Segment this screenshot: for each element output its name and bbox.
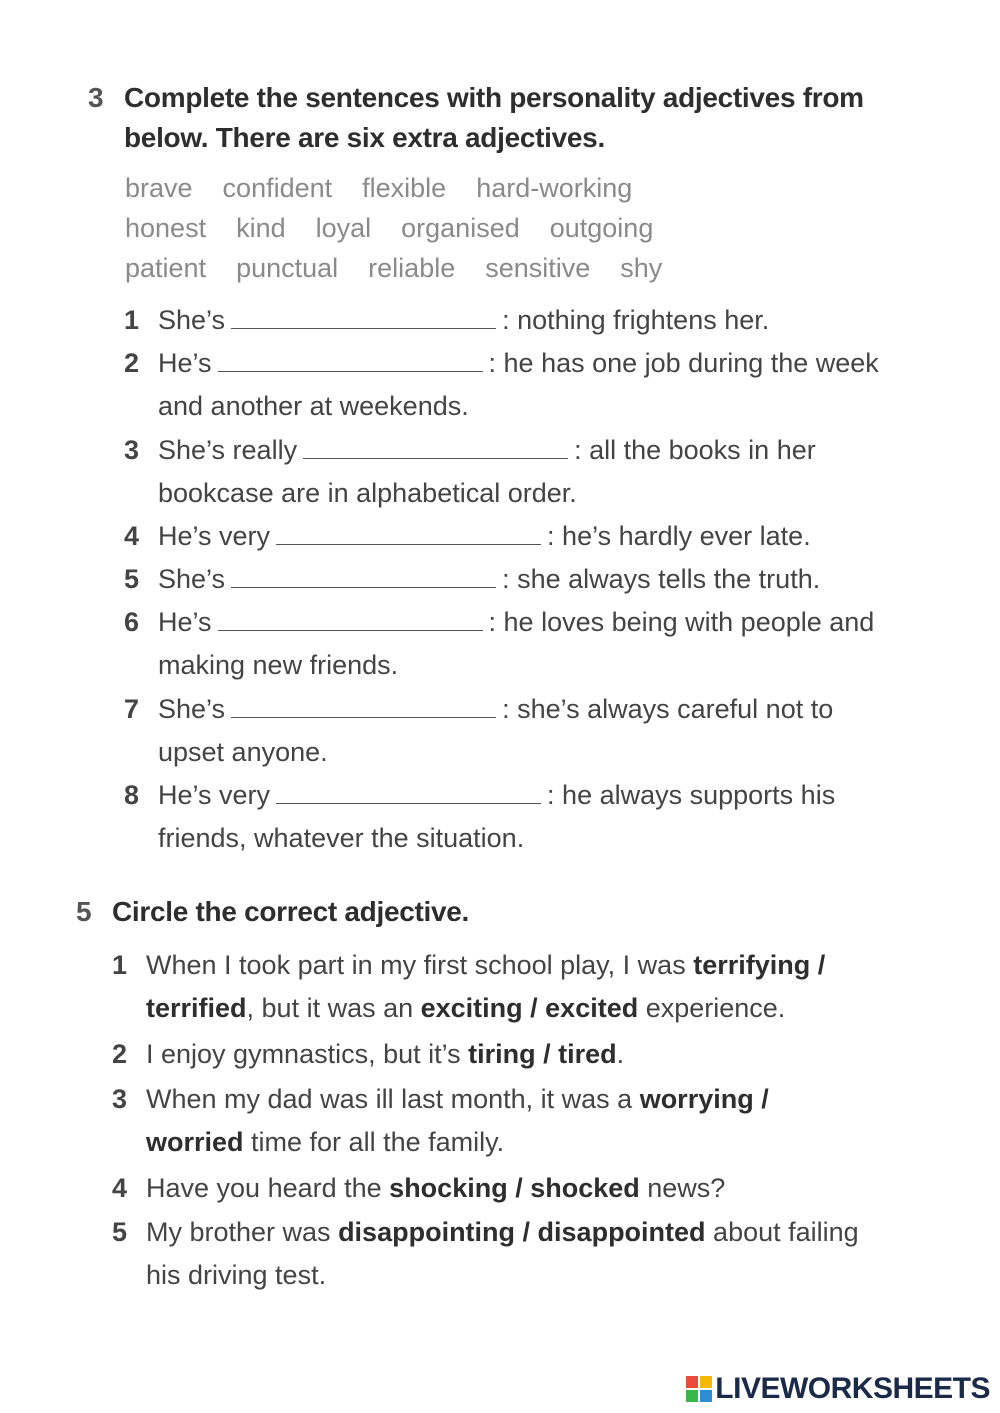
question-fragment: When my dad was ill last month, it was a	[146, 1084, 640, 1114]
sentence-before: He’s very	[158, 521, 271, 551]
sentence-before: He’s	[158, 348, 212, 378]
exercise-3-title	[124, 78, 864, 158]
word-bank-word: patient	[125, 253, 207, 283]
word-bank-word: brave	[125, 173, 193, 203]
sentence-before: He’s	[158, 607, 212, 637]
sentence-number: 2	[124, 348, 140, 378]
answer-blank[interactable]	[276, 520, 541, 545]
sentence-before: She’s	[158, 694, 226, 724]
answer-blank[interactable]	[276, 779, 541, 804]
exercise-3-number: 3	[88, 82, 104, 113]
sentence-number: 6	[124, 607, 140, 637]
question-fragment: When I took part in my first school play, I was	[146, 950, 694, 980]
exercise-5-title: Circle the correct adjective.	[112, 896, 470, 927]
sentence-before: She’s	[158, 564, 226, 594]
sentence-text	[158, 342, 879, 428]
question-fragment: .	[616, 1039, 625, 1069]
answer-blank[interactable]	[218, 606, 483, 631]
answer-blank[interactable]	[231, 563, 496, 588]
question-fragment: Have you heard the	[146, 1173, 390, 1203]
sentence-text	[158, 601, 874, 687]
sentence-number: 5	[124, 564, 140, 594]
question-fragment: I enjoy gymnastics, but it’s	[146, 1039, 469, 1069]
sentence-text	[158, 688, 833, 774]
answer-blank[interactable]	[231, 693, 496, 718]
sentence-continuation: bookcase are in alphabetical order.	[158, 478, 577, 508]
adjective-choice[interactable]: worrying /	[639, 1084, 769, 1114]
word-bank-word: outgoing	[549, 213, 654, 243]
word-bank-word: flexible	[362, 173, 447, 203]
question-text	[146, 1033, 624, 1076]
answer-blank[interactable]	[303, 434, 568, 459]
sentence-after: : he always supports his	[547, 780, 836, 810]
sentence-continuation: friends, whatever the situation.	[158, 823, 525, 853]
sentence-after: : he loves being with people and	[488, 607, 875, 637]
answer-blank[interactable]	[218, 347, 483, 372]
question-fragment: his driving test.	[146, 1260, 327, 1290]
question-number: 3	[112, 1084, 128, 1114]
logo-square	[700, 1390, 712, 1402]
word-bank-word: sensitive	[485, 253, 591, 283]
question-fragment: news?	[639, 1173, 726, 1203]
liveworksheets-brand	[686, 1372, 990, 1406]
sentence-text	[158, 429, 816, 515]
word-bank-word: kind	[236, 213, 286, 243]
sentence-number: 7	[124, 694, 140, 724]
sentence-after: : she always tells the truth.	[502, 564, 821, 594]
sentence-before: She’s really	[158, 435, 298, 465]
question-fragment: My brother was	[146, 1217, 339, 1247]
word-bank-row	[125, 248, 692, 288]
exercise-3-title-line-1: Complete the sentences with personality adjectives from	[124, 82, 864, 113]
word-bank-row	[125, 208, 692, 248]
word-bank-word: hard-working	[476, 173, 633, 203]
sentence-number: 8	[124, 780, 140, 810]
logo-square	[686, 1390, 698, 1402]
sentence-number: 1	[124, 305, 140, 335]
word-bank	[125, 168, 692, 288]
answer-blank[interactable]	[231, 304, 496, 329]
adjective-choice[interactable]: terrified	[146, 993, 247, 1023]
liveworksheets-text: LIVEWORKSHEETS	[715, 1372, 990, 1405]
word-bank-word: punctual	[236, 253, 339, 283]
adjective-choice[interactable]: shocking / shocked	[389, 1173, 640, 1203]
sentence-before: He’s very	[158, 780, 271, 810]
question-text	[146, 1211, 859, 1297]
word-bank-row	[125, 168, 692, 208]
question-text	[146, 944, 825, 1030]
sentence-text	[158, 558, 820, 601]
word-bank-word: confident	[222, 173, 333, 203]
adjective-choice[interactable]: terrifying /	[693, 950, 826, 980]
logo-square	[686, 1376, 698, 1388]
sentence-continuation: and another at weekends.	[158, 391, 469, 421]
question-fragment: about failing	[705, 1217, 859, 1247]
exercise-3-title-line-2: below. There are six extra adjectives.	[124, 122, 605, 153]
question-fragment: time for all the family.	[243, 1127, 505, 1157]
question-fragment: , but it was an	[246, 993, 421, 1023]
question-number: 2	[112, 1039, 128, 1069]
sentence-text	[158, 774, 835, 860]
sentence-after: : he has one job during the week	[488, 348, 879, 378]
exercise-5-number: 5	[76, 896, 92, 927]
adjective-choice[interactable]: exciting / excited	[420, 993, 639, 1023]
question-text	[146, 1078, 769, 1164]
liveworksheets-logo-icon	[686, 1376, 712, 1402]
question-number: 5	[112, 1217, 128, 1247]
word-bank-word: honest	[125, 213, 207, 243]
question-number: 1	[112, 950, 128, 980]
question-fragment: experience.	[638, 993, 786, 1023]
sentence-continuation: upset anyone.	[158, 737, 328, 767]
adjective-choice[interactable]: disappointing / disappointed	[338, 1217, 706, 1247]
sentence-after: : he’s hardly ever late.	[547, 521, 811, 551]
sentence-number: 3	[124, 435, 140, 465]
sentence-number: 4	[124, 521, 140, 551]
word-bank-word: organised	[401, 213, 520, 243]
word-bank-word: loyal	[315, 213, 372, 243]
sentence-text	[158, 299, 769, 342]
sentence-after: : all the books in her	[574, 435, 816, 465]
sentence-text	[158, 515, 811, 558]
exercise-3-header	[88, 78, 864, 158]
adjective-choice[interactable]: tiring / tired	[468, 1039, 617, 1069]
sentence-after: : she’s always careful not to	[502, 694, 834, 724]
question-number: 4	[112, 1173, 128, 1203]
question-text	[146, 1167, 725, 1210]
word-bank-word: reliable	[368, 253, 456, 283]
sentence-continuation: making new friends.	[158, 650, 399, 680]
sentence-after: : nothing frightens her.	[502, 305, 770, 335]
sentence-before: She’s	[158, 305, 226, 335]
word-bank-word: shy	[620, 253, 663, 283]
logo-square	[700, 1376, 712, 1388]
adjective-choice[interactable]: worried	[146, 1127, 244, 1157]
exercise-5-header	[76, 892, 469, 932]
